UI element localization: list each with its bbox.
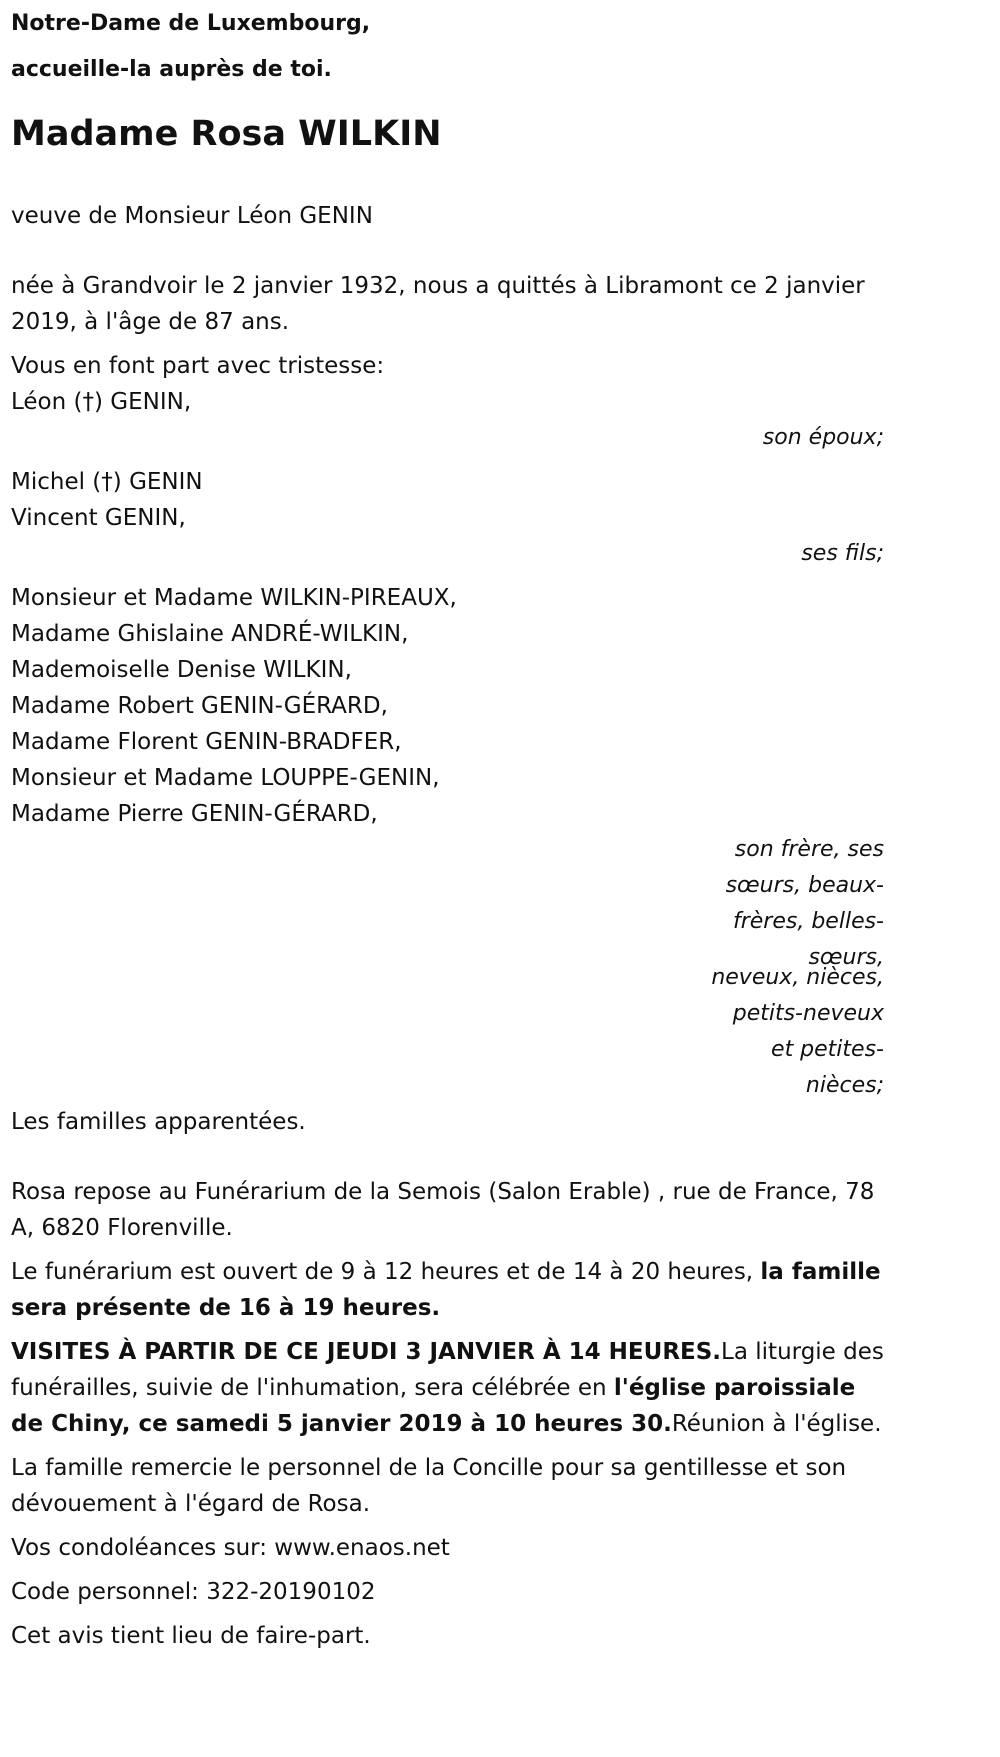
sibling-name: Madame Robert GENIN-GÉRARD, (11, 693, 388, 719)
deceased-name: Madame Rosa WILKIN (11, 114, 442, 154)
sibling-name: Monsieur et Madame LOUPPE-GENIN, (11, 765, 440, 791)
prayer-line-2: accueille-la auprès de toi. (11, 57, 332, 82)
family-intro: Vous en font part avec tristesse: (11, 353, 385, 379)
related-families: Les familles apparentées. (11, 1109, 306, 1135)
sibling-name: Monsieur et Madame WILKIN-PIREAUX, (11, 585, 457, 611)
family-presence: la famille sera présente de 16 à 19 heures. (11, 1259, 881, 1321)
sons-list (11, 464, 884, 536)
prayer-line-1: Notre-Dame de Luxembourg, (11, 11, 371, 36)
notice-text: Cet avis tient lieu de faire-part. (11, 1623, 371, 1649)
opening-hours (11, 1254, 884, 1326)
visits-notice: VISITES À PARTIR DE CE JEUDI 3 JANVIER À 14 HEURES. (11, 1339, 722, 1365)
sibling-name: Madame Florent GENIN-BRADFER, (11, 729, 402, 755)
nephews-relation: neveux, nièces, petits-neveux et petites-nièces; (711, 965, 884, 1098)
sibling-name: Madame Pierre GENIN-GÉRARD, (11, 801, 378, 827)
sibling-name: Madame Ghislaine ANDRÉ-WILKIN, (11, 621, 409, 647)
sons-relation: ses fils; (801, 541, 884, 566)
funeral-details (11, 1334, 884, 1442)
son-name: Vincent GENIN, (11, 505, 186, 531)
thanks-text: La famille remercie le personnel de la Concille pour sa gentillesse et son dévouement à l'égard de Rosa. (11, 1455, 847, 1517)
rest-location: Rosa repose au Funérarium de la Semois (Salon Erable) , rue de France, 78 A, 6820 Florenville. (11, 1179, 875, 1241)
siblings-list (11, 580, 884, 832)
opening-hours-text: Le funérarium est ouvert de 9 à 12 heures et de 14 à 20 heures, (11, 1259, 761, 1285)
liturgy-location: l'église paroissiale de Chiny, ce samedi 5 janvier 2019 à 10 heures 30. (11, 1375, 856, 1437)
personal-code: Code personnel: 322-20190102 (11, 1579, 376, 1605)
biography: née à Grandvoir le 2 janvier 1932, nous a quittés à Libramont ce 2 janvier 2019, à l'âge de 87 ans. (11, 273, 865, 335)
son-name: Michel (†) GENIN (11, 469, 203, 495)
spouse-relation: son époux; (762, 425, 884, 450)
widow-line: veuve de Monsieur Léon GENIN (11, 203, 373, 229)
siblings-relation: son frère, ses sœurs, beaux-frères, belles-sœurs, (725, 837, 884, 970)
prayer-heading (11, 0, 884, 92)
liturgy-text: La liturgie des funérailles, suivie de l'inhumation, sera célébrée en (11, 1339, 884, 1401)
sibling-name: Mademoiselle Denise WILKIN, (11, 657, 352, 683)
spouse-name: Léon (†) GENIN, (11, 389, 192, 415)
meeting-text: Réunion à l'église. (671, 1411, 882, 1437)
condolences-text: Vos condoléances sur: www.enaos.net (11, 1535, 450, 1561)
